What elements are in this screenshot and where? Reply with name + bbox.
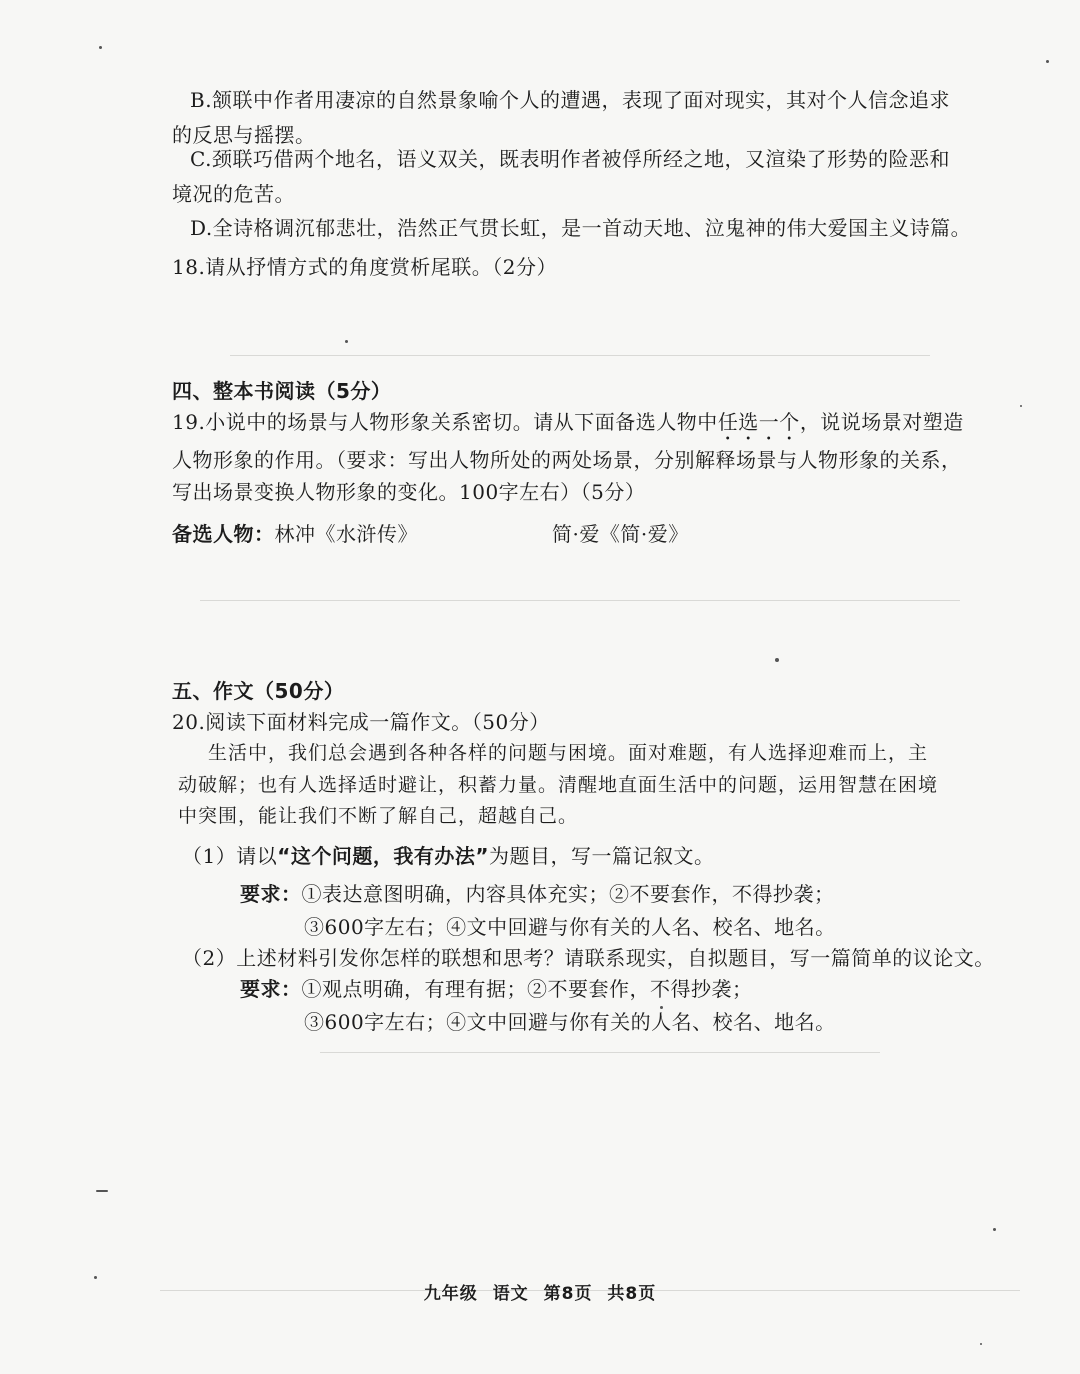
option-b-line2: 的反思与摇摆。 [172, 123, 316, 147]
material-line1: 生活中，我们总会遇到各种各样的问题与困境。面对难题，有人选择迎难而上，主 [208, 742, 929, 764]
footer-grade: 九年级 [423, 1284, 478, 1304]
task-1-title: “这个问题，我有办法” [277, 844, 490, 868]
task-1-post: 为题目，写一篇记叙文。 [489, 844, 715, 868]
scan-ghost-line [200, 600, 960, 601]
scan-speck [1046, 60, 1049, 63]
task-1-pre: （1）请以 [182, 844, 278, 868]
question-19-line2: 人物形象的作用。（要求：写出人物所处的两处场景，分别解释场景与人物形象的关系， [172, 448, 962, 472]
scan-speck [660, 1006, 663, 1009]
candidates-label: 备选人物： [172, 522, 275, 546]
scan-speck [94, 1276, 97, 1279]
option-d-line1: D.全诗格调沉郁悲壮，浩然正气贯长虹，是一首动天地、泣鬼神的伟大爱国主义诗篇。 [190, 216, 972, 240]
question-19-line3: 写出场景变换人物形象的变化。100字左右）（5分） [172, 480, 646, 504]
scan-ghost-line [230, 355, 930, 356]
candidate-linchong: 林冲《水浒传》 [274, 522, 418, 546]
task-1-req1: ①表达意图明确，内容具体充实；②不要套作，不得抄袭； [301, 882, 835, 906]
task-1 [182, 842, 715, 870]
scan-speck [775, 658, 779, 662]
page-footer [0, 1279, 1080, 1304]
scan-speck [99, 46, 102, 49]
task-2-req-label: 要求： [240, 977, 302, 1001]
task-1-req2: ③600字左右；④文中回避与你有关的人名、校名、地名。 [304, 915, 836, 939]
task-1-req-label: 要求： [240, 882, 302, 906]
task-2-req1: ①观点明确，有理有据；②不要套作，不得抄袭； [301, 977, 753, 1001]
option-c-line1: C.颈联巧借两个地名，语义双关，既表明作者被俘所经之地，又渲染了形势的险恶和 [190, 147, 950, 171]
option-c-line2: 境况的危苦。 [172, 182, 295, 206]
option-b-line1: B.颔联中作者用凄凉的自然景象喻个人的遭遇，表现了面对现实，其对个人信念追求 [190, 88, 951, 112]
footer-total: 共8页 [607, 1284, 657, 1304]
task-2-requirements [240, 975, 753, 1003]
q19-text-post: ，说说场景对塑造 [799, 410, 964, 434]
question-18: 18.请从抒情方式的角度赏析尾联。（2分） [172, 255, 558, 279]
scan-speck [345, 340, 348, 343]
q19-emphasis: 任选一个 [717, 410, 800, 434]
section-4-title: 四、整本书阅读（5分） [172, 379, 392, 403]
material-line2: 动破解；也有人选择适时避让，积蓄力量。清醒地直面生活中的问题，运用智慧在困境 [178, 774, 939, 796]
scan-speck [993, 1228, 996, 1231]
task-1-requirements [240, 880, 835, 908]
scan-speck [96, 1190, 108, 1192]
scan-speck [980, 1343, 982, 1345]
task-2-req2: ③600字左右；④文中回避与你有关的人名、校名、地名。 [304, 1010, 836, 1034]
footer-page: 第8页 [543, 1284, 593, 1304]
material-line3: 中突围，能让我们不断了解自己，超越自己。 [178, 805, 579, 827]
candidates-row [172, 520, 418, 548]
candidate-janeeyre: 简·爱《简·爱》 [552, 522, 689, 546]
footer-subject: 语文 [492, 1284, 529, 1304]
question-20: 20.阅读下面材料完成一篇作文。（50分） [172, 710, 550, 734]
question-19-line1 [172, 408, 964, 445]
scan-speck [1020, 405, 1022, 407]
q19-text-pre: 19.小说中的场景与人物形象关系密切。请从下面备选人物中 [172, 410, 718, 434]
section-5-title: 五、作文（50分） [172, 679, 345, 703]
task-2: （2）上述材料引发你怎样的联想和思考？请联系现实，自拟题目，写一篇简单的议论文。 [182, 946, 995, 970]
scan-ghost-line [320, 1052, 880, 1053]
